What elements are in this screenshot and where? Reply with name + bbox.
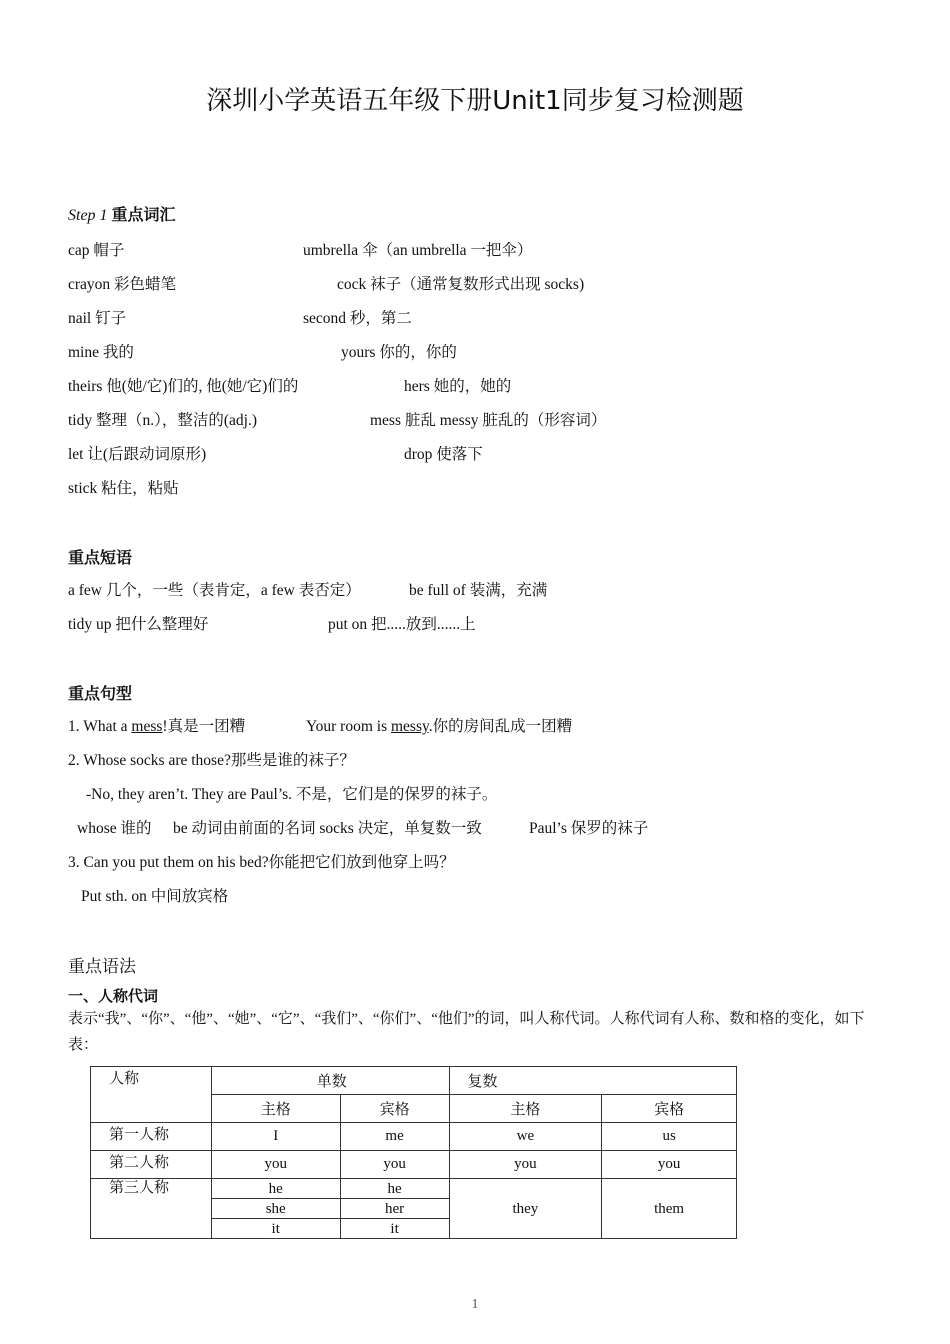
phrase-item: a few 几个，一些（表肯定，a few 表否定） [68,582,361,599]
table-cell: you [211,1151,340,1179]
sentence-text: .你的房间乱成一团糟 [428,718,573,735]
table-cell: it [211,1219,340,1239]
sentences-heading: 重点句型 [68,686,133,703]
sentence-2: 2. Whose socks are those?那些是谁的袜子？ [68,752,355,769]
underlined-word: messy [391,718,429,735]
table-cell: he [211,1179,340,1199]
vocab-item: second 秒，第二 [303,310,412,327]
vocab-item: crayon 彩色蜡笔 [68,276,177,293]
sentence-3-note: Put sth. on 中间放宾格 [81,888,229,905]
header-plural: 复数 [449,1067,736,1095]
sentence-2-note: be 动词由前面的名词 socks 决定，单复数一致 [173,820,482,837]
table-cell: we [449,1123,602,1151]
table-cell: he [340,1179,449,1199]
vocab-item: hers 她的，她的 [404,378,512,395]
header-subject: 主格 [449,1095,602,1123]
phrase-item: tidy up 把什么整理好 [68,616,209,633]
vocab-heading [68,202,176,225]
table-cell: I [211,1123,340,1151]
vocab-item: mine 我的 [68,344,134,361]
vocab-item: umbrella 伞（an umbrella 一把伞） [303,242,533,259]
sentence-2-note: whose 谁的 [77,820,152,837]
step-label: Step 1 [68,207,108,224]
table-cell: you [449,1151,602,1179]
page-number: 1 [471,1297,479,1312]
vocab-heading-text: 重点词汇 [111,207,176,224]
vocab-item: nail 钉子 [68,310,127,327]
table-cell: her [340,1199,449,1219]
table-cell: us [602,1123,737,1151]
sentence-2-note: Paul’s 保罗的袜子 [529,820,649,837]
vocab-item: drop 使落下 [404,446,483,463]
sentence-text: Your room is [306,718,391,735]
sentence-1b [306,714,572,736]
vocab-item: stick 粘住，粘贴 [68,480,179,497]
table-cell: them [602,1179,737,1239]
grammar-heading: 重点语法 [68,957,136,976]
row-label: 第一人称 [91,1123,212,1151]
header-subject: 主格 [211,1095,340,1123]
vocab-item: mess 脏乱 messy 脏乱的（形容词） [370,412,607,429]
pronoun-table [90,1066,737,1239]
vocab-item: cap 帽子 [68,242,125,259]
grammar-subheading: 一、人称代词 [68,989,159,1005]
vocab-item: let 让(后跟动词原形) [68,446,207,463]
row-label: 第二人称 [91,1151,212,1179]
phrase-item: be full of 装满，充满 [409,582,548,599]
sentence-text: !真是一团糟 [162,718,246,735]
header-object: 宾格 [340,1095,449,1123]
sentence-2-answer: -No, they aren’t. They are Paul’s. 不是，它们是的保罗的袜子。 [86,786,498,803]
vocab-item: tidy 整理（n.），整洁的(adj.) [68,412,257,429]
sentence-text: 1. What a [68,718,132,735]
header-person: 人称 [91,1067,212,1123]
table-cell: you [602,1151,737,1179]
header-singular: 单数 [211,1067,449,1095]
table-cell: me [340,1123,449,1151]
table-cell: they [449,1179,602,1239]
grammar-intro: 表示“我”、“你”、“他”、“她”、“它”、“我们”、“你们”、“他们”的词，叫人称代词。人称代词有人称、数和格的变化，如下表： [68,1011,865,1053]
sentence-3: 3. Can you put them on his bed?你能把它们放到他穿上吗？ [68,854,455,871]
table-cell: you [340,1151,449,1179]
table-cell: she [211,1199,340,1219]
row-label: 第三人称 [91,1179,212,1239]
vocab-item: cock 袜子（通常复数形式出现 socks) [337,276,585,293]
vocab-item: theirs 他(她/它)们的, 他(她/它)们的 [68,378,299,395]
phrases-heading: 重点短语 [68,550,133,567]
table-cell: it [340,1219,449,1239]
page-title: 深圳小学英语五年级下册Unit1同步复习检测题 [206,86,744,116]
underlined-word: mess [131,718,163,735]
sentence-1 [68,714,245,736]
vocab-item: yours 你的，你的 [341,344,457,361]
phrase-item: put on 把.....放到......上 [328,616,476,633]
header-object: 宾格 [602,1095,737,1123]
